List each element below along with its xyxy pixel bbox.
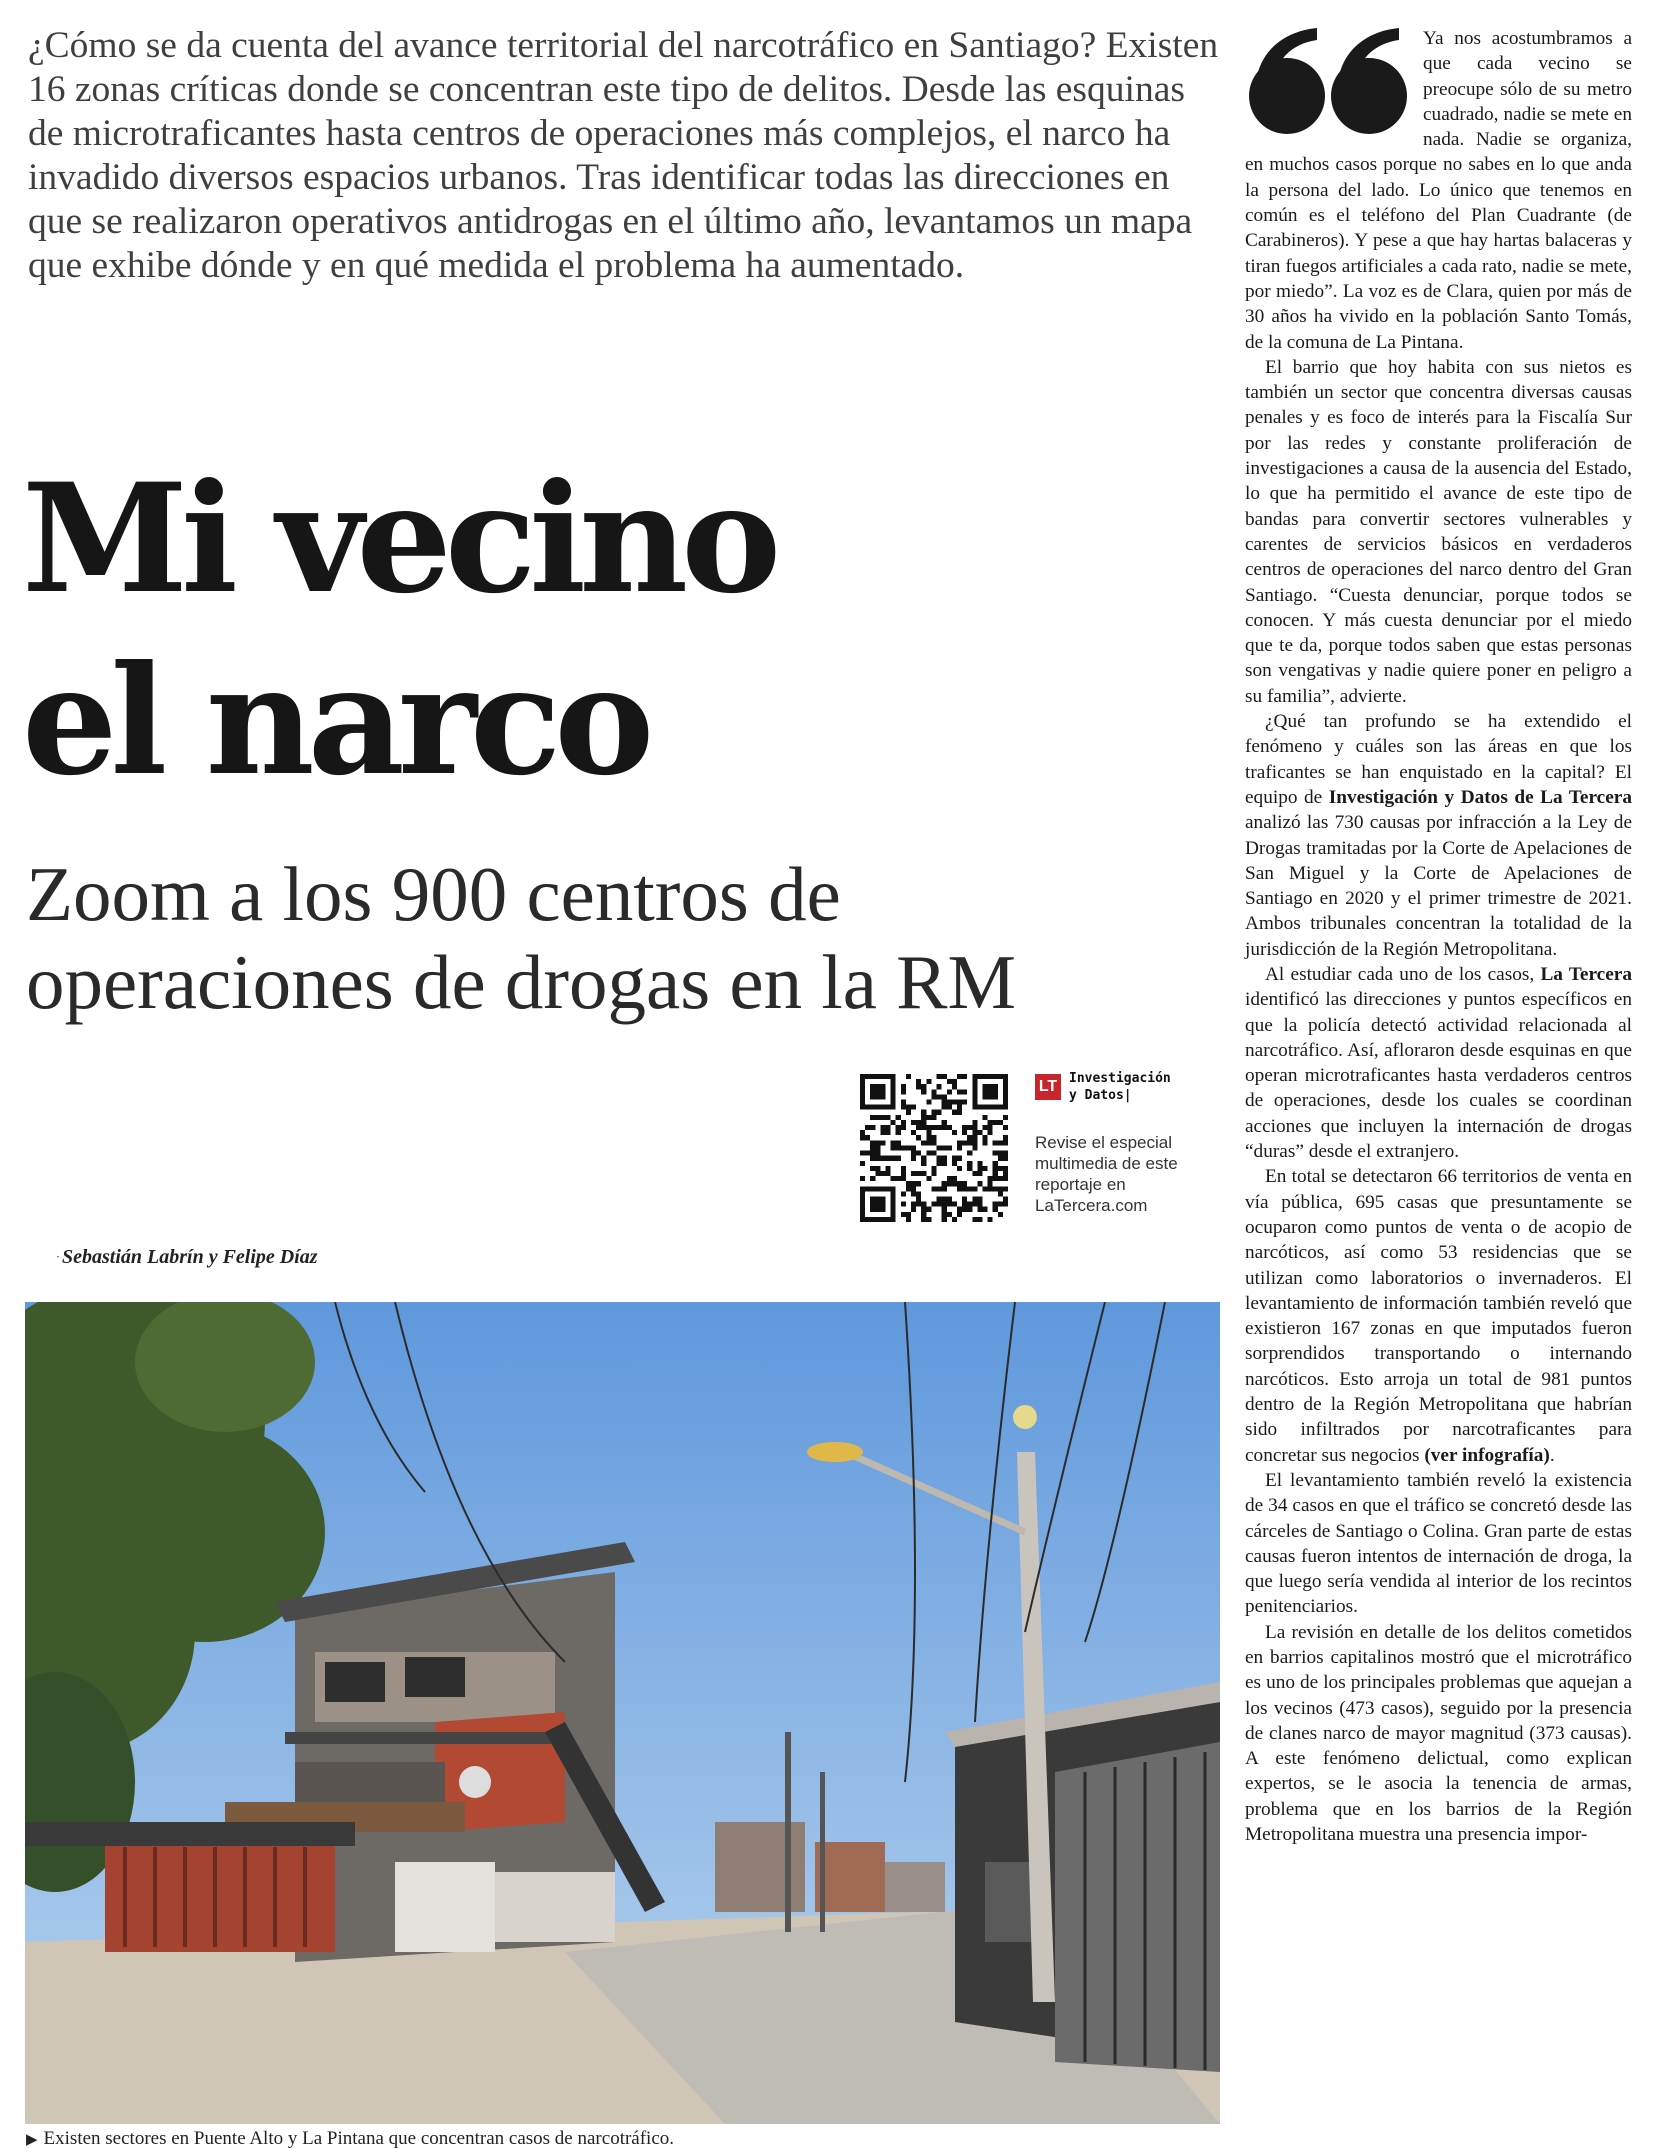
lt-logo-text: Investigación y Datos|: [1069, 1071, 1171, 1103]
body-text: identificó las direcciones y puntos específicos en que la policía detectó actividad relacionada al narcotráfico. Así, afloraron desde esquinas en que operan microtraficantes hasta verdaderos centros de operaciones, desde los cuales se coordinan acciones que incluyen la internación de drogas “duras” desde el extranjero.: [1245, 989, 1632, 1163]
body-paragraph: [1245, 709, 1632, 962]
headline-line-1: Mi vecino: [22, 451, 775, 627]
street-scene-image: [25, 1302, 1220, 2124]
quote-mark-icon: [1245, 26, 1423, 144]
body-paragraph: La revisión en detalle de los delitos cometidos en barrios capitalinos mostró que el microtráfico es uno de los principales problemas que aquejan a los vecinos (473 casos), seguido por la presencia de clanes narco de mayor magnitud (373 causas). A este fenómeno delictual, como explican expertos, se le asocia la tenencia de armas, problema que en los barrios de la Región Metropolitana muestra una presencia impor-: [1245, 1621, 1632, 1846]
photo-caption: [26, 2128, 674, 2150]
lt-logo-mark: LT: [1035, 1074, 1061, 1100]
byline: Sebastián Labrín y Felipe Díaz: [62, 1246, 318, 1268]
headline: [22, 448, 1212, 812]
body-text: analizó las 730 causas por infracción a la Ley de Drogas tramitadas por la Corte de Apelaciones de San Miguel y la Corte de Apelaciones de Santiago en 2020 y el primer trimestre de 2021. Ambos tribunales concentran la totalidad de la jurisdicción de la Región Metropolitana.: [1245, 812, 1632, 960]
lead-paragraph: ¿Cómo se da cuenta del avance territorial del narcotráfico en Santiago? Existen 16 zonas críticas donde se concentran este tipo de delitos. Desde las esquinas de microtraficantes hasta centros de operaciones más complejos, el narco ha invadido diversos espacios urbanos. Tras identificar todas las direcciones en que se realizaron operativos antidrogas en el último año, levantamos un mapa que exhibe dónde y en qué medida el problema ha aumentado.: [28, 25, 1219, 286]
body-paragraph: El barrio que hoy habita con sus nietos es también un sector que concentra diversas causas penales y es foco de interés para la Fiscalía Sur por las redes y constante proliferación de investigaciones a causa de la ausencia del Estado, lo que ha permitido el avance de este tipo de bandas para convertir sectores vulnerables y carentes de servicios básicos en verdaderos centros de operaciones del narco dentro del Gran Santiago. “Cuesta denunciar, porque todos se conocen. Y más cuesta denunciar por el miedo que te da, porque todos saben que estas personas son vengativas y nadie quiere poner en peligro a su familia”, advierte.: [1245, 356, 1632, 707]
headline-line-2: el narco: [22, 633, 648, 809]
caption-arrow-icon: ▶: [26, 2132, 38, 2148]
body-bold-text: (ver infografía): [1424, 1444, 1550, 1466]
body-text: Al estudiar cada uno de los casos,: [1265, 963, 1541, 985]
street-photo: [25, 1302, 1220, 2124]
body-text: En total se detectaron 66 territorios de venta en vía pública, 695 casas que presuntamente se ocuparon como puntos de venta o de acopio de narcóticos, así como 53 residencias que se utilizan como laboratorios o invernaderos. El levantamiento de información también reveló que existieron 167 zonas en que imputados fueron sorprendidos transportando o internando narcóticos. Esto arroja un total de 981 puntos dentro de la Región Metropolitana que habrían sido infiltrados por narcotraficantes para concretar sus negocios: [1245, 1166, 1632, 1466]
body-bold-text: Investigación y Datos de La Tercera: [1328, 786, 1632, 808]
body-text-column: [1245, 26, 1632, 1847]
body-bold-text: La Tercera: [1540, 963, 1632, 985]
byline-marker: ·: [56, 1250, 60, 1264]
body-text: ¿Qué tan profundo se ha extendido el fenómeno y cuáles son las áreas en que los traficantes se han enquistado en la capital? El equipo de: [1245, 711, 1632, 808]
body-paragraph: El levantamiento también reveló la existencia de 34 casos en que el tráfico se concretó desde las cárceles de Santiago o Colina. Gran parte de estas causas fueron intentos de internación de droga, la que luego sería vendida al interior de los recintos penitenciarios.: [1245, 1469, 1632, 1618]
deck-subtitle: Zoom a los 900 centros de operaciones de drogas en la RM: [26, 851, 1016, 1025]
lt-logo: [1035, 1070, 1215, 1104]
promo-text: Revise el especial multimedia de este reportaje en LaTercera.com: [1035, 1133, 1178, 1215]
multimedia-promo: [1035, 1070, 1215, 1216]
body-paragraph: [1245, 962, 1632, 1164]
body-text: .: [1549, 1444, 1555, 1466]
caption-text: Existen sectores en Puente Alto y La Pintana que concentran casos de narcotráfico.: [43, 2128, 675, 2149]
qr-code-icon[interactable]: [860, 1074, 1008, 1222]
body-paragraph: [1245, 1164, 1632, 1468]
body-paragraph: Ya nos acostumbramos a que cada vecino se preocupe sólo de su metro cuadrado, nadie se mete en nada. Nadie se organiza, en muchos casos porque no sabes en lo que anda la persona del lado. Lo único que tenemos en común es el teléfono del Plan Cuadrante (de Carabineros). Y pese a que hay hartas balaceras y tiran fuegos artificiales a cada rato, nadie se mete, por miedo”. La voz es de Clara, quien por más de 30 años ha vivido en la población Santo Tomás, de la comuna de La Pintana.: [1245, 28, 1632, 353]
